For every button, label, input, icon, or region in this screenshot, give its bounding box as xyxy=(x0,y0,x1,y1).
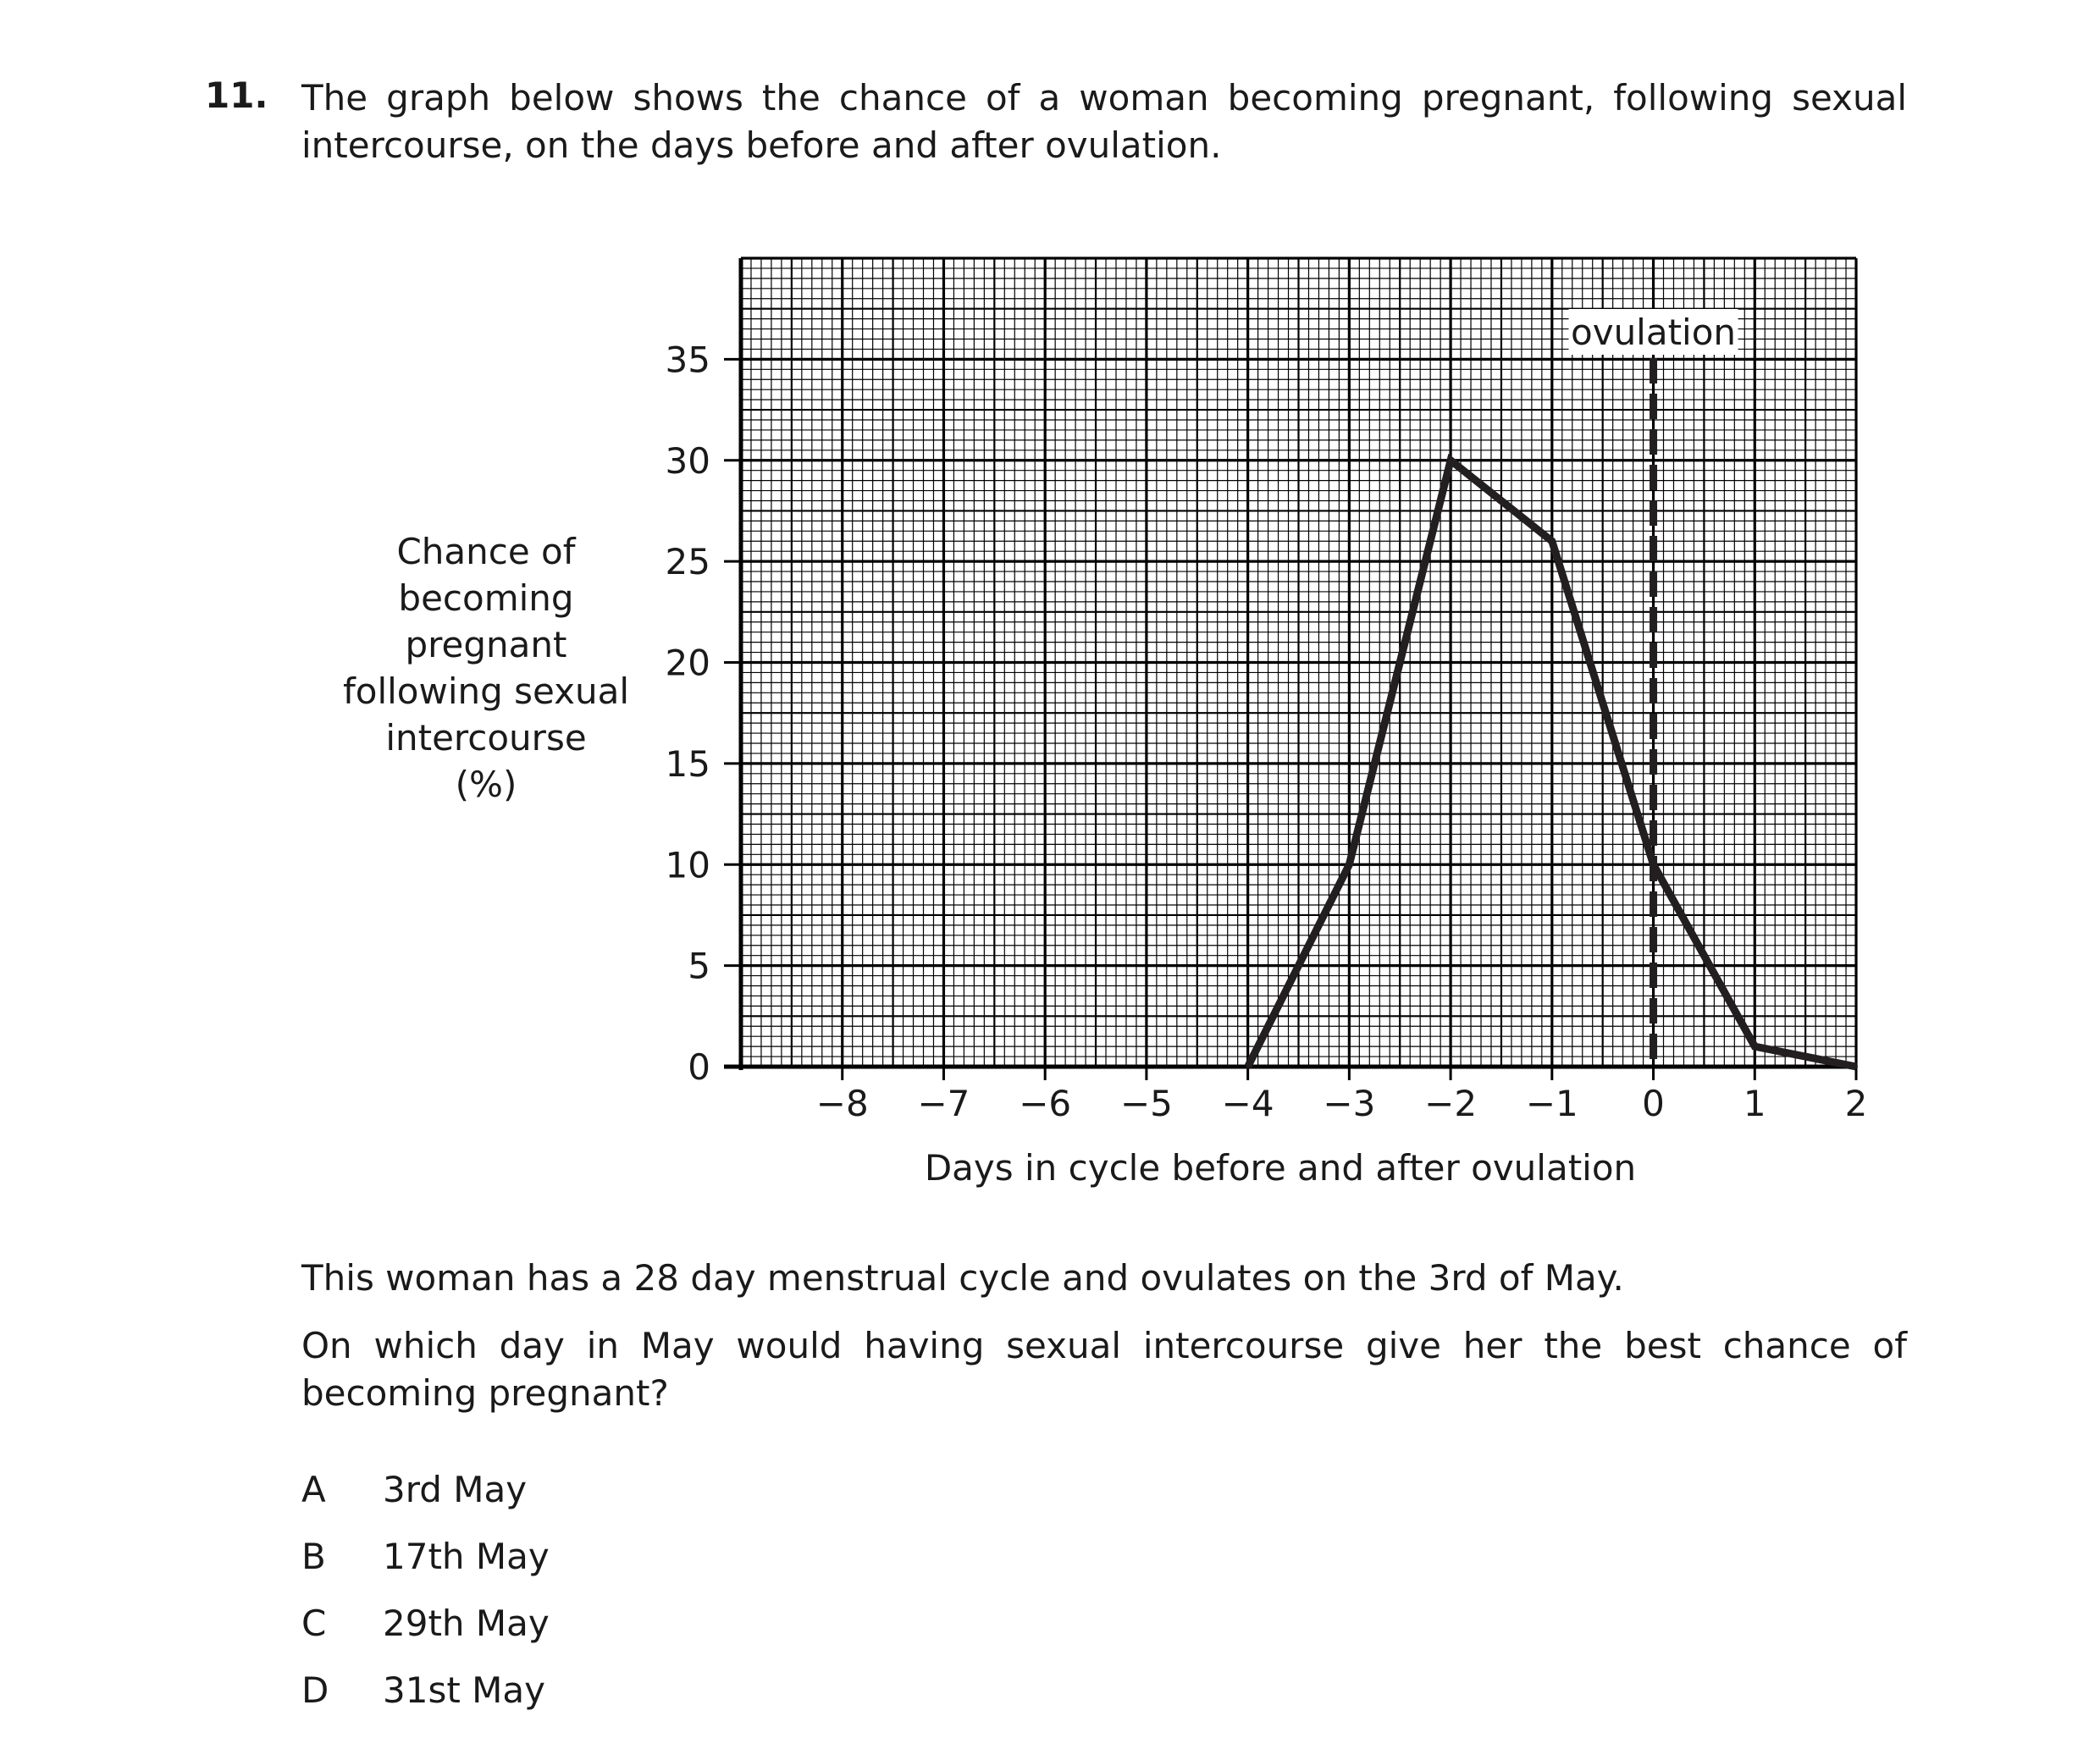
option-d-letter: D xyxy=(301,1669,329,1711)
option-c-text[interactable]: 29th May xyxy=(383,1603,550,1644)
y-axis-label-line: intercourse xyxy=(385,717,587,759)
x-tick-label: 1 xyxy=(1743,1083,1766,1124)
x-tick-label: −1 xyxy=(1525,1083,1578,1124)
question-context: This woman has a 28 day menstrual cycle and ovulates on the 3rd of May. xyxy=(301,1257,1624,1299)
y-tick-label: 35 xyxy=(665,339,710,381)
option-b-text[interactable]: 17th May xyxy=(383,1536,550,1577)
x-tick-label: −8 xyxy=(815,1083,869,1124)
x-tick-label: 0 xyxy=(1642,1083,1665,1124)
option-a-letter: A xyxy=(301,1469,326,1510)
y-axis-label-line: (%) xyxy=(455,764,517,805)
x-tick-label: −7 xyxy=(917,1083,970,1124)
data-point xyxy=(1753,1045,1756,1048)
y-axis-label-line: pregnant xyxy=(405,624,567,665)
question-number: 11. xyxy=(205,74,268,116)
option-b-letter: B xyxy=(301,1536,326,1577)
option-d-text[interactable]: 31st May xyxy=(383,1669,545,1711)
option-c-letter: C xyxy=(301,1603,327,1644)
x-tick-label: −6 xyxy=(1019,1083,1072,1124)
x-tick-label: 2 xyxy=(1844,1083,1868,1124)
y-axis-label-line: becoming xyxy=(398,577,574,619)
data-point xyxy=(1246,1065,1250,1068)
data-point xyxy=(1652,863,1655,866)
y-tick-label: 30 xyxy=(665,439,710,482)
y-tick-label: 10 xyxy=(665,844,710,886)
x-tick-label: −4 xyxy=(1221,1083,1274,1124)
x-tick-label: −5 xyxy=(1119,1083,1173,1124)
data-point xyxy=(1854,1065,1858,1068)
option-a-text[interactable]: 3rd May xyxy=(383,1469,528,1510)
x-axis-label: Days in cycle before and after ovulation xyxy=(924,1147,1637,1189)
data-point xyxy=(1449,459,1452,462)
data-point xyxy=(1347,863,1351,866)
x-tick-label: −2 xyxy=(1424,1083,1478,1124)
question-prompt: On which day in May would having sexual intercourse give her the best chance of becoming pregnant? xyxy=(301,1325,1907,1414)
question-stem: The graph below shows the chance of a woman becoming pregnant, following sexual intercourse, on the days before and after ovulation. xyxy=(301,77,1907,166)
y-axis-label-line: following sexual xyxy=(342,670,630,712)
y-tick-label: 15 xyxy=(665,742,710,785)
y-tick-label: 20 xyxy=(665,642,710,684)
y-tick-label: 5 xyxy=(688,945,710,987)
y-axis-label xyxy=(343,531,629,805)
y-tick-label: 25 xyxy=(665,541,710,583)
x-tick-label: −3 xyxy=(1323,1083,1376,1124)
data-point xyxy=(1550,539,1554,543)
ovulation-label: ovulation xyxy=(1571,312,1737,353)
y-axis-label-line: Chance of xyxy=(396,531,576,572)
y-tick-label: 0 xyxy=(688,1046,710,1088)
